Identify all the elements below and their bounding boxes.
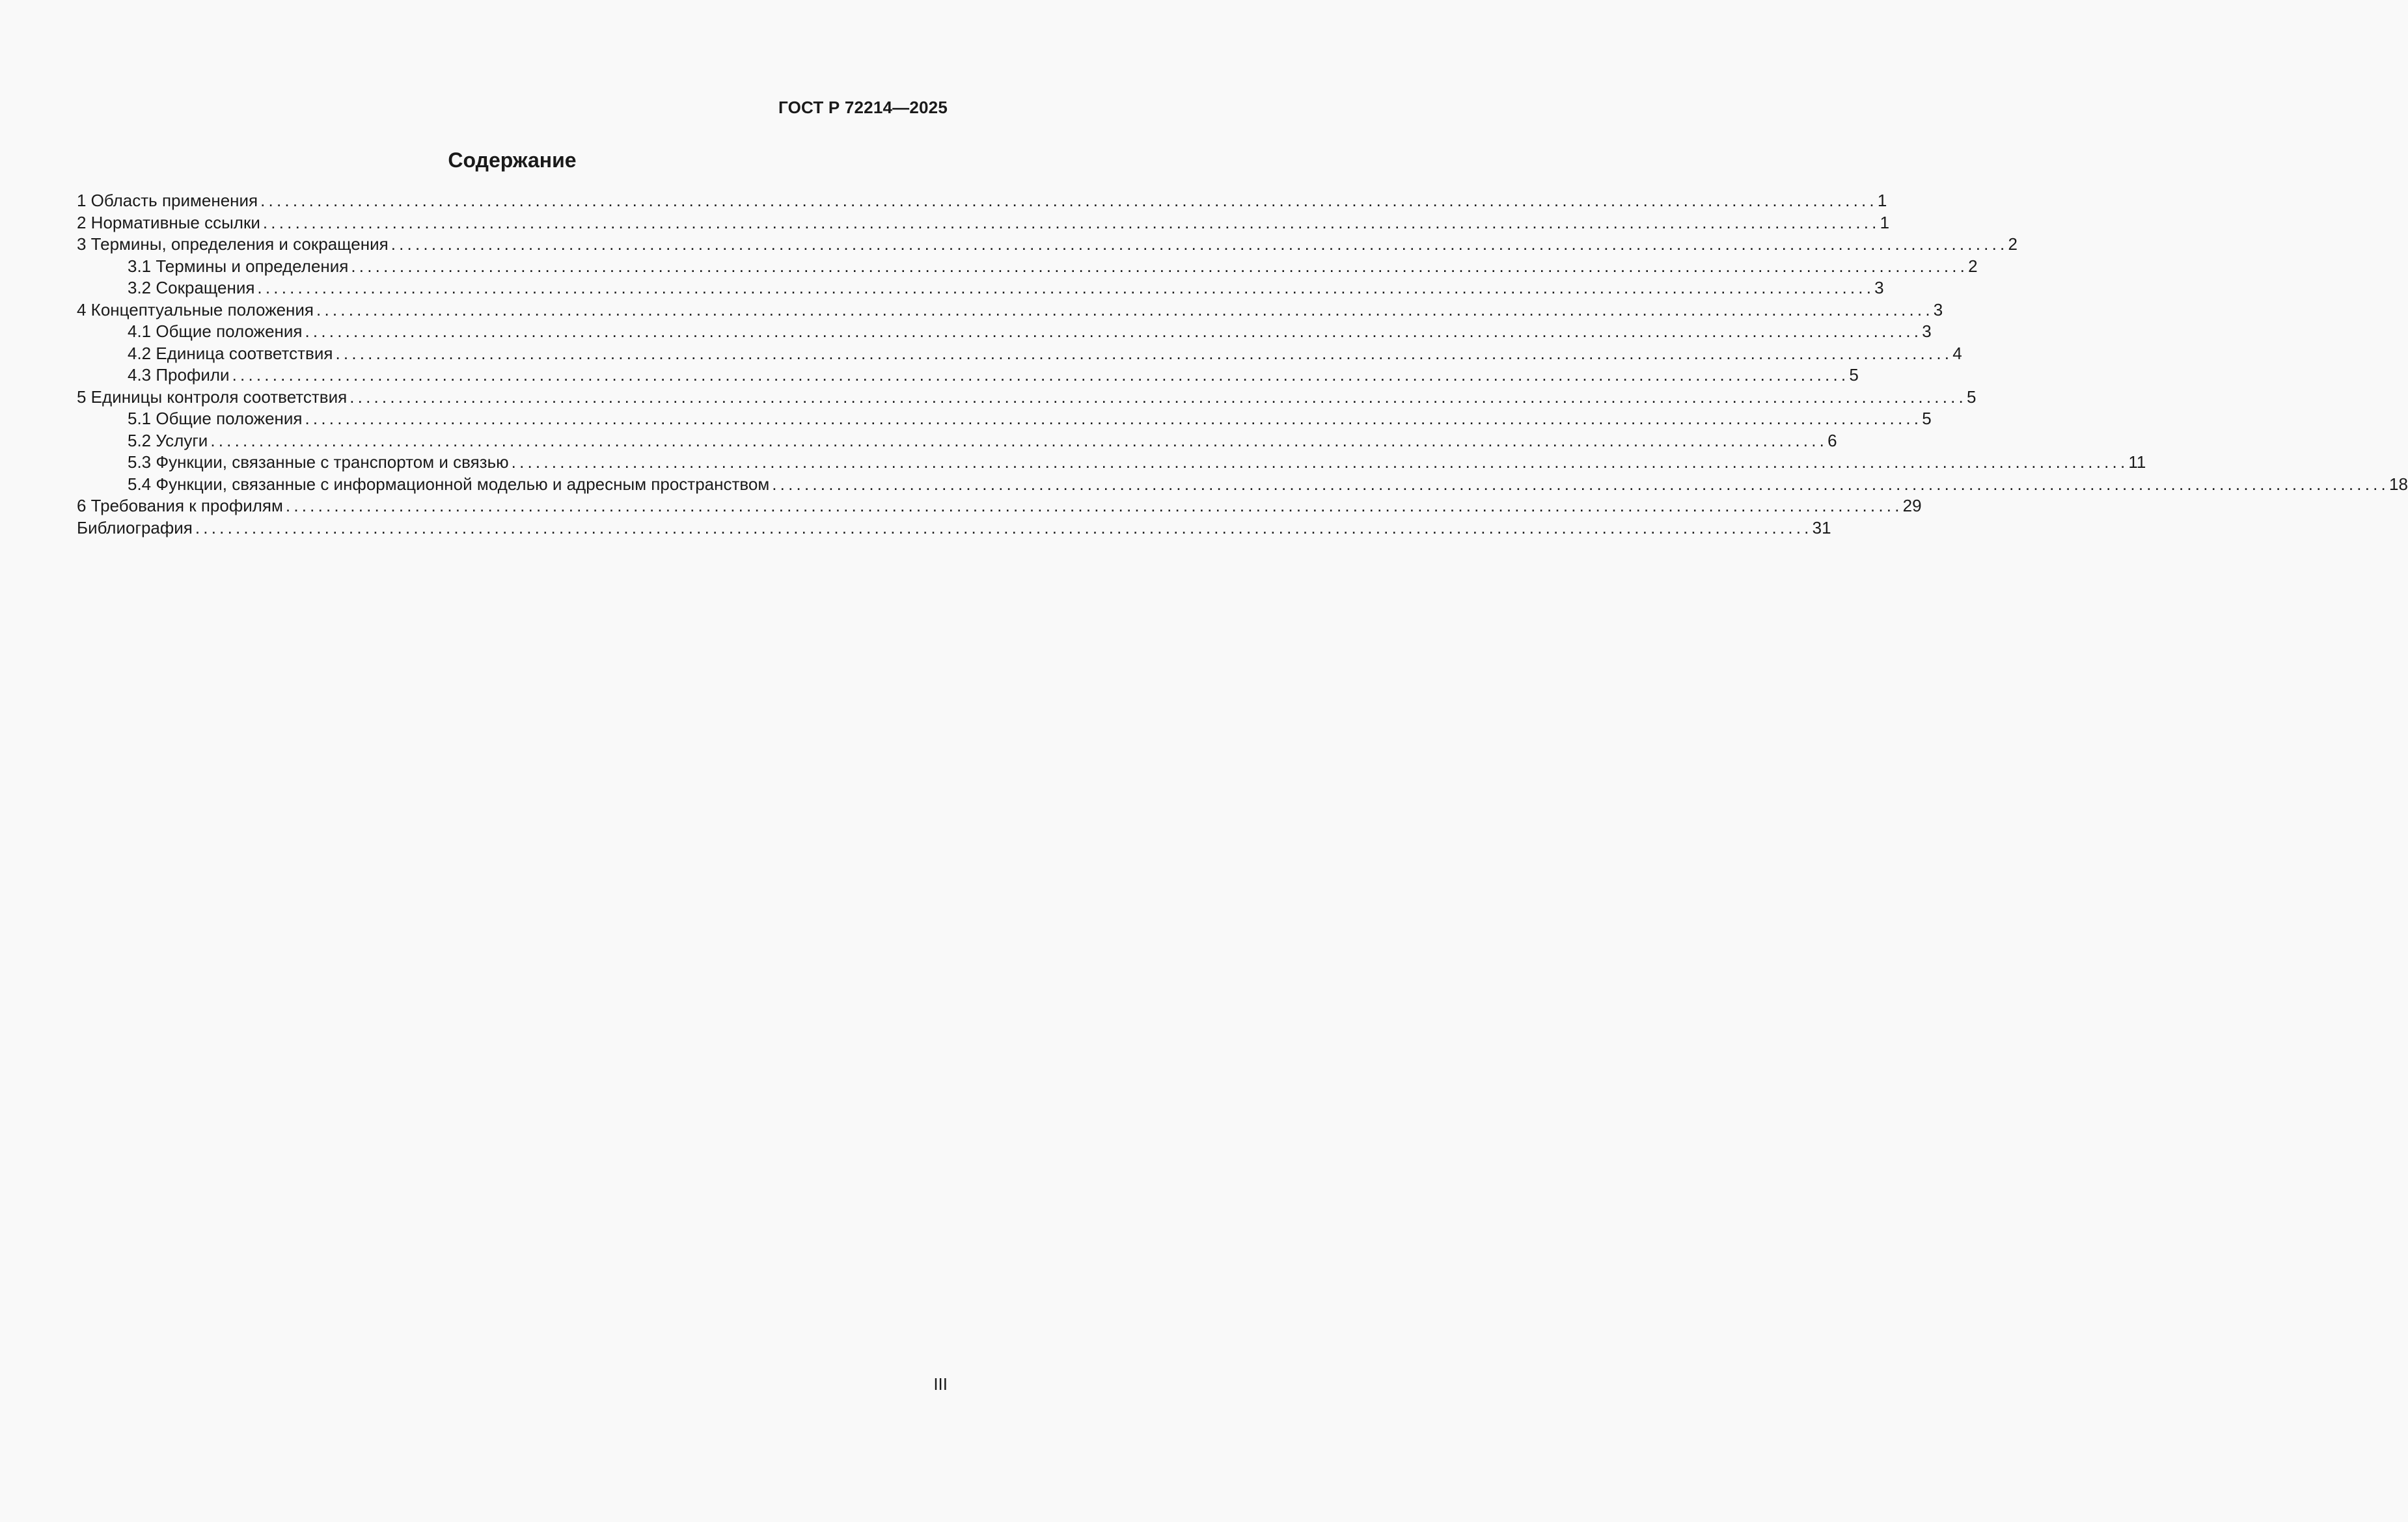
toc-entry[interactable] <box>77 408 1932 430</box>
toc-entry-label: 5.3 Функции, связанные с транспортом и связью <box>128 452 509 472</box>
toc-entry-label: 3 Термины, определения и сокращения <box>77 234 389 254</box>
toc-dot-leader: ........................................................................................................................................................................................................ <box>390 234 2008 254</box>
toc-dot-leader: ........................................................................................................................................................................................................ <box>335 343 1953 363</box>
page-number: III <box>933 1374 948 1394</box>
toc-dot-leader: ........................................................................................................................................................................................................ <box>257 278 1875 297</box>
toc-dot-leader: ........................................................................................................................................................................................................ <box>305 409 1922 428</box>
toc-dot-leader: ........................................................................................................................................................................................................ <box>285 496 1903 515</box>
toc-entry-page: 2 <box>1968 256 1978 276</box>
toc-dot-leader: ........................................................................................................................................................................................................ <box>262 212 1880 232</box>
toc-entry-label: 2 Нормативные ссылки <box>77 212 260 232</box>
toc-entry-label: 4.3 Профили <box>128 365 230 385</box>
toc-entry-page: 29 <box>1902 496 1922 515</box>
toc-entry-page: 31 <box>1812 517 1831 537</box>
toc-entry-label: Библиография <box>77 517 193 537</box>
toc-entry-page: 1 <box>1877 191 1887 210</box>
toc-entry-label: 5 Единицы контроля соответствия <box>77 387 348 407</box>
toc-entry-page: 6 <box>1827 430 1837 450</box>
toc-entry[interactable] <box>77 212 1890 234</box>
toc-entry-page: 4 <box>1952 343 1962 363</box>
toc-entry-page: 11 <box>2128 452 2146 472</box>
toc-entry-page: 2 <box>2008 234 2018 254</box>
toc-entry-label: 5.1 Общие положения <box>128 409 303 428</box>
toc-dot-leader: ........................................................................................................................................................................................................ <box>195 517 1813 537</box>
toc-entry-label: 6 Требования к профилям <box>77 496 283 515</box>
toc-dot-leader: ........................................................................................................................................................................................................ <box>316 299 1934 319</box>
toc-entry[interactable] <box>77 364 1859 387</box>
toc-entry[interactable] <box>77 321 1932 343</box>
toc-entry[interactable] <box>77 452 2146 474</box>
toc-entry-page: 5 <box>1849 365 1859 385</box>
toc-entry-page: 3 <box>1874 278 1884 297</box>
toc-entry-label: 3.1 Термины и определения <box>128 256 349 276</box>
toc-entry[interactable] <box>77 517 1831 539</box>
toc-entry-page: 5 <box>1966 387 1977 407</box>
toc-dot-leader: ........................................................................................................................................................................................................ <box>349 387 1967 407</box>
toc-entry[interactable] <box>77 474 2408 496</box>
toc-entry[interactable] <box>77 277 1884 299</box>
toc-entry[interactable] <box>77 343 1962 365</box>
toc-title: Содержание <box>448 148 577 172</box>
toc-dot-leader: ........................................................................................................................................................................................................ <box>351 256 1969 276</box>
table-of-contents <box>77 190 2408 539</box>
toc-dot-leader: ........................................................................................................................................................................................................ <box>772 474 2389 494</box>
toc-entry-page: 18 <box>2388 474 2408 494</box>
toc-dot-leader: ........................................................................................................................................................................................................ <box>232 365 1850 385</box>
document-code: ГОСТ Р 72214—2025 <box>778 98 948 117</box>
toc-entry[interactable] <box>77 190 1887 212</box>
toc-entry[interactable] <box>77 495 1922 517</box>
toc-dot-leader: ........................................................................................................................................................................................................ <box>511 452 2129 472</box>
toc-dot-leader: ........................................................................................................................................................................................................ <box>260 191 1878 210</box>
toc-entry-page: 1 <box>1880 212 1890 232</box>
toc-entry[interactable] <box>77 299 1943 321</box>
toc-entry[interactable] <box>77 430 1837 452</box>
toc-entry-page: 3 <box>1922 321 1932 341</box>
toc-entry-label: 5.4 Функции, связанные с информационной моделью и адресным пространством <box>128 474 770 494</box>
toc-entry-label: 1 Область применения <box>77 191 258 210</box>
toc-entry-label: 5.2 Услуги <box>128 430 208 450</box>
toc-dot-leader: ........................................................................................................................................................................................................ <box>210 430 1828 450</box>
toc-entry-label: 3.2 Сокращения <box>128 278 255 297</box>
toc-entry[interactable] <box>77 234 2018 256</box>
toc-entry-label: 4 Концептуальные положения <box>77 299 314 319</box>
toc-entry-label: 4.1 Общие положения <box>128 321 303 341</box>
toc-entry-label: 4.2 Единица соответствия <box>128 343 333 363</box>
toc-entry-page: 3 <box>1933 299 1943 319</box>
toc-dot-leader: ........................................................................................................................................................................................................ <box>305 321 1922 341</box>
toc-entry-page: 5 <box>1922 409 1932 428</box>
toc-entry[interactable] <box>77 387 1977 409</box>
toc-entry[interactable] <box>77 256 1978 278</box>
